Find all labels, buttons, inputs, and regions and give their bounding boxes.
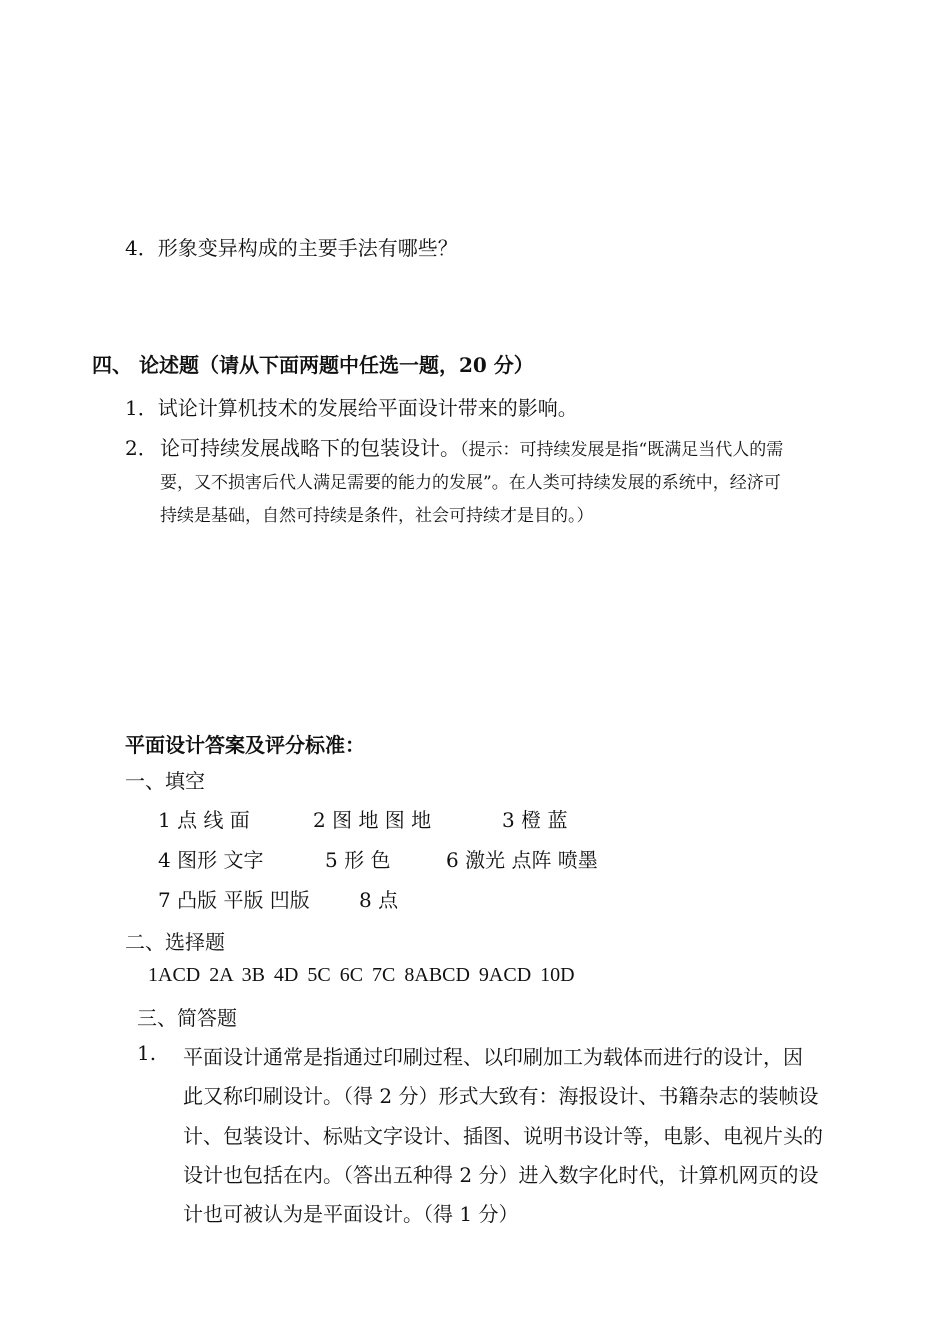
short-answer-1-line-4: 设计也包括在内。（答出五种得 2 分）进入数字化时代，计算机网页的设: [183, 1163, 819, 1187]
fill-answer-5: 5 形 色: [325, 848, 391, 872]
essay-question-2-hint-2: 要，又不损害后代人满足需要的能力的发展”。在人类可持续发展的系统中，经济可: [160, 473, 781, 493]
choice-heading: 二、选择题: [125, 930, 225, 954]
fill-heading: 一、填空: [125, 769, 205, 793]
short-answer-1-line-1: 平面设计通常是指通过印刷过程、以印刷加工为载体而进行的设计，因: [183, 1045, 803, 1069]
essay-question-2: [160, 432, 783, 461]
short-answer-1-line-5: 计也可被认为是平面设计。（得 1 分）: [183, 1202, 519, 1226]
short-answer-heading: 三、简答题: [137, 1006, 237, 1030]
short-answer-1-line-2: 此又称印刷设计。（得 2 分）形式大致有：海报设计、书籍杂志的装帧设: [183, 1084, 819, 1108]
fill-answer-4: 4 图形 文字: [158, 848, 264, 872]
essay-question-2-main: 论可持续发展战略下的包装设计。: [160, 436, 460, 460]
choice-answers: 1ACD 2A 3B 4D 5C 6C 7C 8ABCD 9ACD 10D: [148, 964, 575, 986]
fill-answer-7: 7 凸版 平版 凹版: [158, 888, 310, 912]
question-4: 4．形象变异构成的主要手法有哪些？: [125, 236, 458, 260]
short-answer-1-line-3: 计、包装设计、标贴文字设计、插图、说明书设计等，电影、电视片头的: [183, 1124, 823, 1148]
answers-title: 平面设计答案及评分标准：: [125, 733, 365, 757]
fill-answer-3: 3 橙 蓝: [502, 808, 568, 832]
fill-answer-2: 2 图 地 图 地: [313, 808, 432, 832]
essay-question-2-hint-3: 持续是基础，自然可持续是条件，社会可持续才是目的。）: [160, 506, 594, 526]
fill-answer-8: 8 点: [359, 888, 399, 912]
short-answer-1-number: 1.: [137, 1041, 157, 1065]
fill-answer-6: 6 激光 点阵 喷墨: [446, 848, 598, 872]
essay-question-2-number: 2．: [125, 436, 158, 460]
essay-question-1: 1．试论计算机技术的发展给平面设计带来的影响。: [125, 396, 578, 420]
section-4-heading: 四、 论述题（请从下面两题中任选一题，20 分）: [92, 353, 534, 377]
fill-answer-1: 1 点 线 面: [158, 808, 250, 832]
essay-question-2-hint-1: （提示：可持续发展是指“既满足当代人的需: [460, 440, 784, 460]
